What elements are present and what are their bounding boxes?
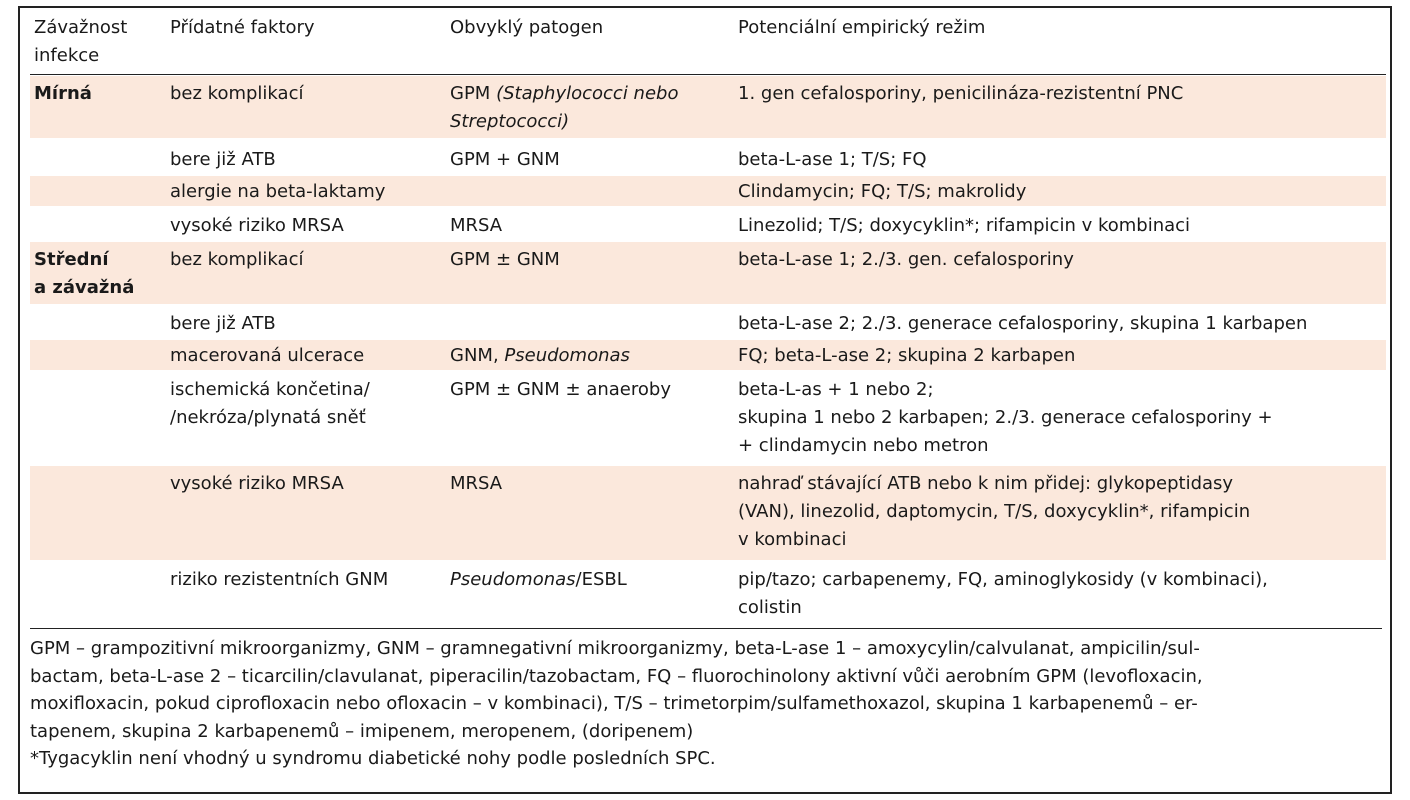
pathogen-text: /ESBL: [575, 569, 627, 590]
regimen-cell: Linezolid; T/S; doxycyklin*; rifampicin v kombinaci: [738, 215, 1191, 236]
factor-cell: [170, 376, 370, 432]
pathogen-cell: [450, 342, 630, 370]
regimen-line: (VAN), linezolid, daptomycin, T/S, doxycyklin*, rifampicin: [738, 501, 1251, 522]
header-pathogen: Obvyklý patogen: [450, 17, 604, 38]
regimen-cell: beta-L-ase 2; 2./3. generace cefalosporiny, skupina 1 karbapen: [738, 313, 1308, 334]
pathogen-text: GPM: [450, 83, 491, 104]
header-regimen: Potenciální empirický režim: [738, 17, 986, 38]
table-header: [30, 10, 1386, 75]
pathogen-cell: [450, 566, 627, 594]
factor-cell: vysoké riziko MRSA: [170, 473, 344, 494]
pathogen-italic-text: Pseudomonas: [450, 569, 576, 590]
factor-cell: bere již ATB: [170, 313, 276, 334]
header-severity: Závažnost infekce: [34, 17, 128, 66]
regimen-line: beta-L-as + 1 nebo 2;: [738, 379, 934, 400]
factor-cell: bere již ATB: [170, 149, 276, 170]
footnote-line: moxifloxacin, pokud ciprofloxacin nebo ofloxacin – v kombinaci), T/S – trimetorpim/sulfamethoxazol, skupina 1 karbapenemů – er-: [30, 693, 1198, 714]
severity-line: a závažná: [34, 277, 135, 298]
pathogen-cell: MRSA: [450, 215, 503, 236]
pathogen-cell: GPM ± GNM ± anaeroby: [450, 379, 671, 400]
regimen-line: v kombinaci: [738, 529, 847, 550]
severity-line: Střední: [34, 249, 109, 270]
table-row: [30, 562, 1386, 624]
factor-cell: vysoké riziko MRSA: [170, 215, 344, 236]
pathogen-italic-text: Pseudomonas: [504, 345, 630, 366]
factor-cell: bez komplikací: [170, 83, 304, 104]
pathogen-cell: GPM + GNM: [450, 149, 560, 170]
regimen-cell: [738, 470, 1250, 554]
regimen-cell: beta-L-ase 1; T/S; FQ: [738, 149, 927, 170]
footnote-line: bactam, beta-L-ase 2 – ticarcilin/clavulanat, piperacilin/tazobactam, FQ – fluorochinolony aktivní vůči aerobním GPM (levofloxacin,: [30, 665, 1203, 687]
table-row: [30, 466, 1386, 560]
table-row: [30, 208, 1386, 240]
severity-cell: Mírná: [34, 83, 92, 104]
factor-cell: riziko rezistentních GNM: [170, 569, 389, 590]
table-frame: [18, 6, 1392, 794]
table-row: [30, 372, 1386, 464]
regimen-cell: FQ; beta-L-ase 2; skupina 2 karbapen: [738, 345, 1076, 366]
regimen-cell: [738, 376, 1273, 460]
regimen-cell: 1. gen cefalosporiny, penicilináza-rezistentní PNC: [738, 83, 1184, 104]
regimen-line: nahraď stávající ATB nebo k nim přidej: glykopeptidasy: [738, 473, 1234, 494]
pathogen-cell: GPM ± GNM: [450, 249, 560, 270]
table-footnote: [30, 628, 1382, 773]
factor-cell: bez komplikací: [170, 249, 304, 270]
pathogen-cell: [450, 80, 720, 136]
table-row: [30, 306, 1386, 338]
regimen-line: colistin: [738, 597, 802, 618]
pathogen-text: GNM,: [450, 345, 499, 366]
table-row: [30, 176, 1386, 206]
table-row: [30, 340, 1386, 370]
regimen-cell: beta-L-ase 1; 2./3. gen. cefalosporiny: [738, 249, 1074, 270]
table-row: [30, 242, 1386, 304]
table-row: [30, 142, 1386, 174]
severity-cell: [34, 246, 134, 302]
regimen-line: + clindamycin nebo metron: [738, 435, 989, 456]
regimen-line: pip/tazo; carbapenemy, FQ, aminoglykosidy (v kombinaci),: [738, 569, 1268, 590]
table-row: [30, 76, 1386, 138]
regimen-line: skupina 1 nebo 2 karbapen; 2./3. generace cefalosporiny +: [738, 407, 1273, 428]
factor-cell: macerovaná ulcerace: [170, 345, 365, 366]
pathogen-cell: MRSA: [450, 473, 503, 494]
factor-line: ischemická končetina/: [170, 379, 370, 400]
footnote-line: GPM – grampozitivní mikroorganizmy, GNM – gramnegativní mikroorganizmy, beta-L-ase 1 – amoxycylin/calvulanat, ampicilin/sul-: [30, 638, 1200, 659]
regimen-cell: Clindamycin; FQ; T/S; makrolidy: [738, 181, 1027, 202]
factor-cell: alergie na beta-laktamy: [170, 181, 386, 202]
header-factors: Přídatné faktory: [170, 17, 315, 38]
footnote-line: *Tygacyklin není vhodný u syndromu diabetické nohy podle posledních SPC.: [30, 748, 716, 769]
regimen-cell: [738, 566, 1268, 622]
factor-line: /nekróza/plynatá sněť: [170, 407, 366, 428]
pathogen-italic-text: (Staphylococci nebo Streptococci): [450, 83, 679, 132]
footnote-line: tapenem, skupina 2 karbapenemů – imipenem, meropenem, (doripenem): [30, 720, 694, 742]
